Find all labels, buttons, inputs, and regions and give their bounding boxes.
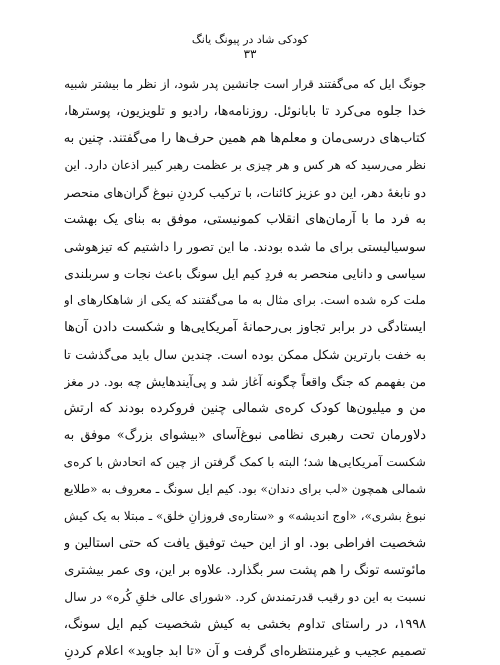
- text-line: شکست آمریکایی‌ها شد؛ البته با کمک گرفتن از چین که اتحادش با کره‌ی: [64, 455, 426, 469]
- text-line: به فرد ما با آرمان‌های انقلاب کمونیستی، موفق به بنای یک بهشت: [64, 212, 426, 227]
- text-line: شخصیت افراطی بود. او از این حیث توفیق یافت که حتی استالین و: [64, 536, 426, 551]
- text-line: سیاسی و دانایی منحصر به فردِ کیم ایل سونگ باعث نجات و سربلندی: [64, 266, 426, 281]
- text-line: دو نابغهٔ دهر، این دو عزیز کائنات، با ترکیب کردنِ نبوغ گران‌های منحصر: [64, 185, 426, 200]
- page-number: ۳۳: [243, 47, 257, 61]
- text-line: شمالی همچون «لب برای دندان» بود. کیم ایل سونگ ـ معروف به «طلایع: [64, 482, 426, 496]
- text-line: تصمیم عجیب و غیرمنتظره‌ای گرفت و آن «تا ابد جاوید» اعلام کردنِ: [64, 644, 426, 659]
- text-line: من و میلیون‌ها کودک کره‌ی شمالی چنین فروکرده بودند که ارتش: [64, 401, 426, 416]
- body-text: [64, 71, 426, 665]
- text-line: سوسیالیستی برای ما شده بودند. ما این تصور را داشتیم که تیزهوشی: [64, 239, 426, 254]
- text-line: نبوغ بشری»، «اوج اندیشه» و «ستاره‌ی فروزانِ خلق» ـ مبتلا به یک کیش: [64, 509, 426, 523]
- text-line: به خفت بارترین شکل ممکن بوده است. چندین سال باید می‌گذشت تا: [64, 347, 426, 362]
- text-line: جونگ ایل که می‌گفتند قرار است جانشین پدر شود، از نظر ما بیشتر شبیه: [64, 77, 426, 91]
- text-line: نسبت به این دو رقیب قدرتمندش کرد. «شورای عالی خلقِ کُره» در سال: [64, 590, 426, 604]
- text-line: خدا جلوه می‌کرد تا بابانوئل. روزنامه‌ها، رادیو و تلویزیون، پوسترها،: [64, 104, 426, 119]
- text-line: دلاورمان تحت رهبری نظامی نبوغ‌آسای «بیشوای بزرگ» موفق به: [64, 428, 426, 443]
- running-header-title: کودکی شاد در پیونگ یانگ: [191, 33, 309, 46]
- text-line: مائوتسه تونگ را هم پشت سر بگذارد. علاوه بر این، وی عمر بیشتری: [64, 563, 426, 578]
- text-line: ۱۹۹۸، در راستای تداوم بخشی به کیش شخصیت کیم ایل سونگ،: [64, 617, 426, 632]
- text-line: ایستادگی در برابر تجاوز بی‌رحمانهٔ آمریکایی‌ها و شکست دادن آن‌ها: [64, 320, 426, 335]
- text-line: کتاب‌های درسی‌مان و معلم‌ها هم همین حرف‌ها را می‌گفتند. چنین به: [64, 131, 426, 146]
- text-line: نظر می‌رسید که هر کس و هر چیزی بر عظمت رهبر کبیر اذعان دارد. این: [64, 158, 426, 172]
- text-line: من بفهمم که جنگ واقعاً چگونه آغاز شد و پی‌آیندهایش چه بود. در مغز: [64, 374, 426, 389]
- text-line: ملت کره شده است. برای مثال به ما می‌گفتند که یکی از شاهکارهای او: [64, 293, 426, 307]
